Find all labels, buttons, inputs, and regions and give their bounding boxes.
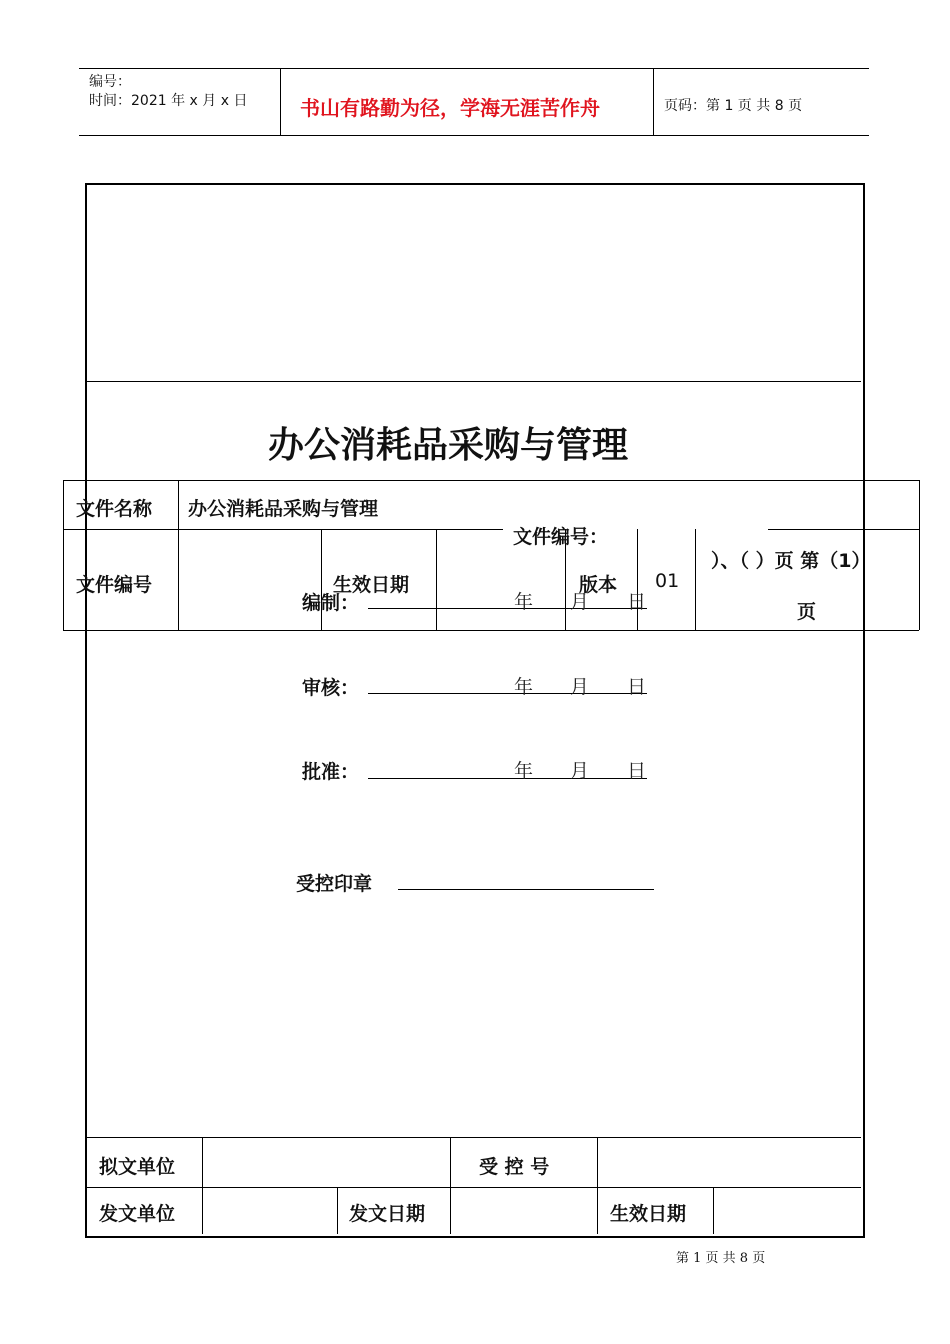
month-text: 月 [570,676,590,698]
year-text: 年 [514,591,534,613]
signoff-label: 编制： [302,592,360,614]
effective-date-label: 生效日期 [333,574,410,596]
month-text: 月 [570,591,590,613]
page-cell-bottom: 页 [797,601,817,623]
cover-frame [85,183,865,1238]
month-text: 月 [570,760,590,782]
time-label: 时间：2021 年 x 月 x 日 [89,93,248,109]
page-cell-top: ）、（ ）页 第（1） [711,550,871,572]
page-info: 页码：第 1 页 共 8 页 [664,98,803,114]
drafting-unit-label: 拟文单位 [99,1156,176,1178]
version-value: 01 [655,570,680,592]
issue-date-label: 发文日期 [349,1203,426,1225]
stamp-label: 受控印章 [296,873,373,895]
serial-label: 编号： [89,74,131,90]
day-text: 日 [627,760,647,782]
day-text: 日 [627,591,647,613]
year-text: 年 [514,676,534,698]
year-text: 年 [514,760,534,782]
cover-file-number-label: 文件编号： [513,526,609,548]
cover-divider [87,381,861,382]
day-text: 日 [627,676,647,698]
motto-text: 书山有路勤为径，学海无涯苦作舟 [300,96,600,120]
file-name-label: 文件名称 [76,498,153,520]
controlled-no-label: 受 控 号 [479,1156,550,1178]
bottom-effective-date-label: 生效日期 [610,1203,687,1225]
signoff-label: 批准： [302,761,360,783]
version-label: 版本 [579,574,618,596]
file-no-label: 文件编号 [76,574,153,596]
file-name-value: 办公消耗品采购与管理 [188,498,379,520]
signoff-label: 审核： [302,677,360,699]
document-title: 办公消耗品采购与管理 [268,425,629,466]
issuing-unit-label: 发文单位 [99,1203,176,1225]
page-footer: 第 1 页 共 8 页 [676,1251,766,1266]
